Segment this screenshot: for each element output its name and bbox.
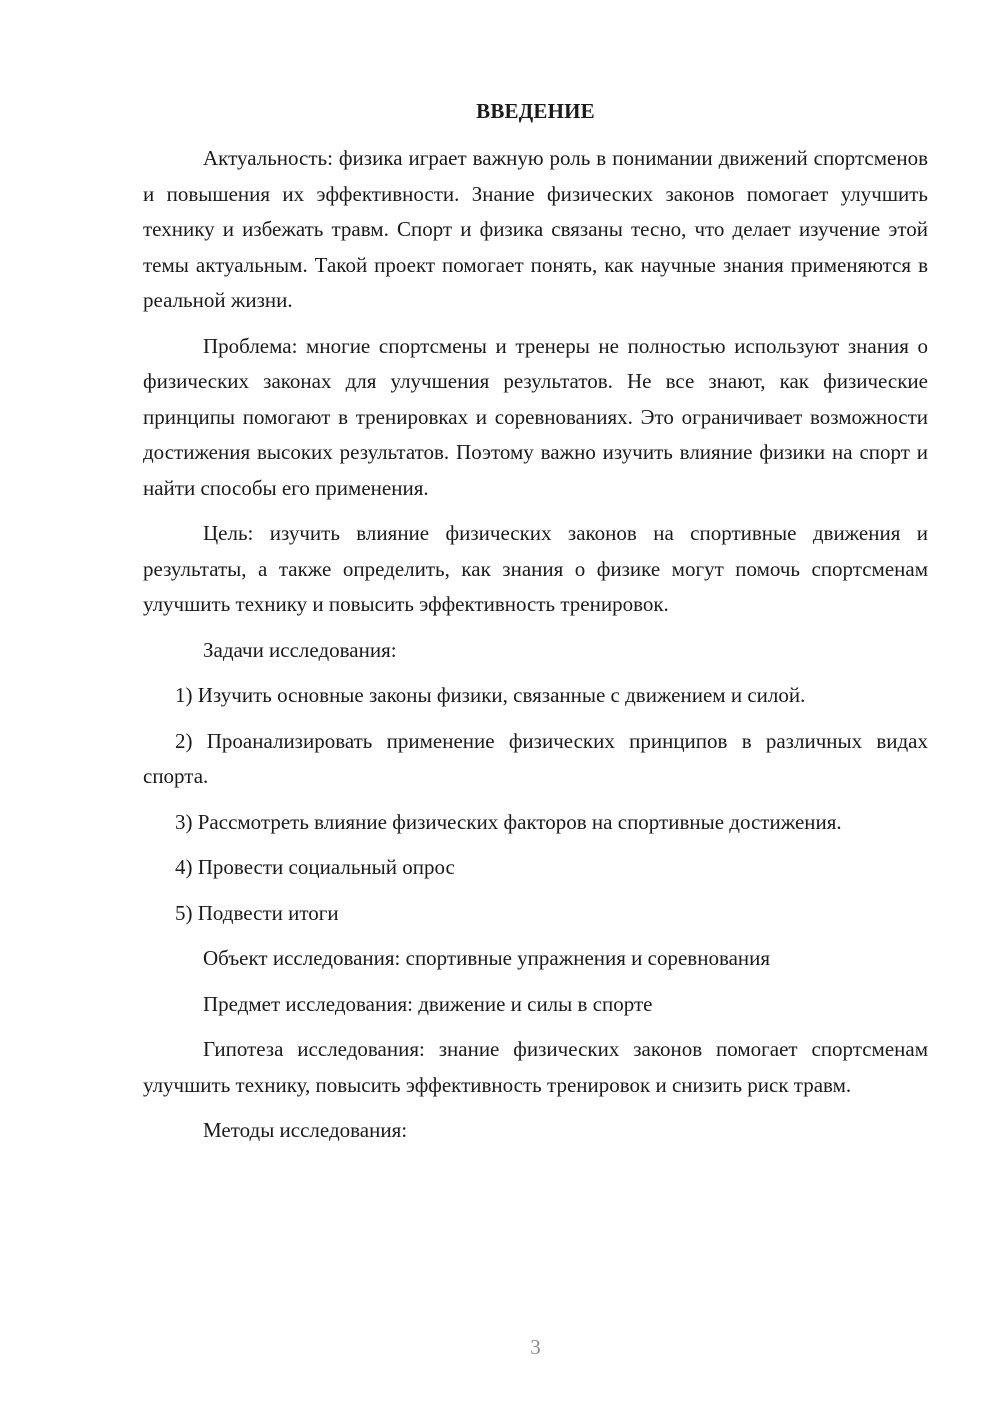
relevance-paragraph: Актуальность: физика играет важную роль в понимании движений спортсменов и повышения их эффективности. Знание физических законов помогает улучшить технику и избежать травм. Спорт и физика связаны тесно, что делает изучение этой темы актуальным. Такой проект помогает понять, как научные знания применяются в реальной жизни.: [143, 146, 928, 312]
goal-paragraph: Цель: изучить влияние физических законов на спортивные движения и результаты, а также определить, как знания о физике могут помочь спортсменам улучшить технику и повысить эффективность тренировок.: [143, 521, 928, 616]
task-item-1: 1) Изучить основные законы физики, связанные с движением и силой.: [175, 683, 806, 707]
document-body: [143, 141, 928, 1159]
tasks-heading: Задачи исследования:: [203, 637, 397, 662]
document-page: [143, 0, 928, 1414]
section-title: ВВЕДЕНИЕ: [476, 99, 595, 123]
subject-paragraph: Предмет исследования: движение и силы в спорте: [203, 991, 653, 1016]
task-item-3: 3) Рассмотреть влияние физических факторов на спортивные достижения.: [175, 809, 842, 834]
task-item-4: 4) Провести социальный опрос: [175, 855, 455, 879]
page-number: 3: [530, 1335, 541, 1359]
methods-heading: Методы исследования:: [203, 1118, 408, 1142]
object-paragraph: Объект исследования: спортивные упражнения и соревнования: [203, 946, 771, 970]
problem-paragraph: Проблема: многие спортсмены и тренеры не полностью используют знания о физических законах для улучшения результатов. Не все знают, как физические принципы помогают в тренировках и соревнованиях. Это ограничивает возможности достижения высоких результатов. Поэтому важно изучить влияние физики на спорт и найти способы его применения.: [143, 333, 928, 500]
hypothesis-paragraph: Гипотеза исследования: знание физических законов помогает спортсменам улучшить технику, повысить эффективность тренировок и снизить риск травм.: [143, 1037, 928, 1097]
task-item-2: 2) Проанализировать применение физических принципов в различных видах спорта.: [143, 728, 928, 788]
task-item-5: 5) Подвести итоги: [175, 900, 339, 925]
